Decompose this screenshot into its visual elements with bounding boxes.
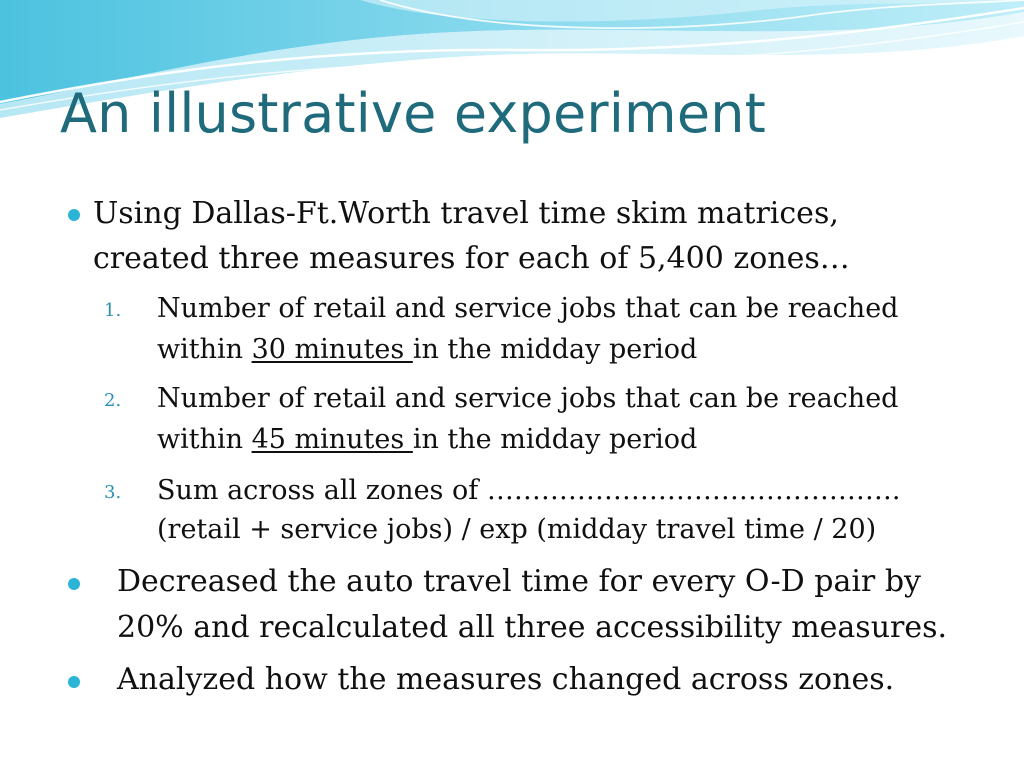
sub-item-1-line-1: Number of retail and service jobs that can be reached bbox=[157, 293, 899, 324]
bullet-3-line-1: Analyzed how the measures changed across zones. bbox=[117, 662, 895, 697]
sub-item-2-line-1: Number of retail and service jobs that can be reached bbox=[157, 383, 899, 414]
sub-item-1-number: 1. bbox=[104, 300, 122, 321]
sub-item-3-line-1: Sum across all zones of ………………………………………. bbox=[157, 475, 901, 506]
sub-item-2-duration: 45 minutes bbox=[251, 424, 413, 455]
bullet-dot-icon bbox=[68, 209, 80, 221]
bullet-1-line-1: Using Dallas-Ft.Worth travel time skim matrices, bbox=[93, 196, 839, 231]
sub-item-2-line-2 bbox=[157, 424, 697, 455]
sub-item-1-line-2 bbox=[157, 334, 697, 365]
sub-item-1-prefix: within bbox=[157, 334, 252, 365]
sub-item-3-number: 3. bbox=[104, 482, 122, 503]
sub-item-1-suffix: in the midday period bbox=[412, 334, 698, 365]
sub-item-2-suffix: in the midday period bbox=[412, 424, 698, 455]
bullet-dot-icon bbox=[68, 676, 80, 688]
sub-item-2-prefix: within bbox=[157, 424, 252, 455]
bullet-2-line-2: 20% and recalculated all three accessibility measures. bbox=[117, 610, 948, 645]
bullet-1-line-2: created three measures for each of 5,400 zones… bbox=[93, 241, 850, 276]
sub-item-1-duration: 30 minutes bbox=[251, 334, 413, 365]
bullet-dot-icon bbox=[68, 578, 80, 590]
sub-item-3-line-2: (retail + service jobs) / exp (midday travel time / 20) bbox=[157, 514, 877, 545]
bullet-2-line-1: Decreased the auto travel time for every O-D pair by bbox=[117, 564, 921, 599]
sub-item-2-number: 2. bbox=[104, 390, 122, 411]
slide-title: An illustrative experiment bbox=[60, 82, 767, 145]
